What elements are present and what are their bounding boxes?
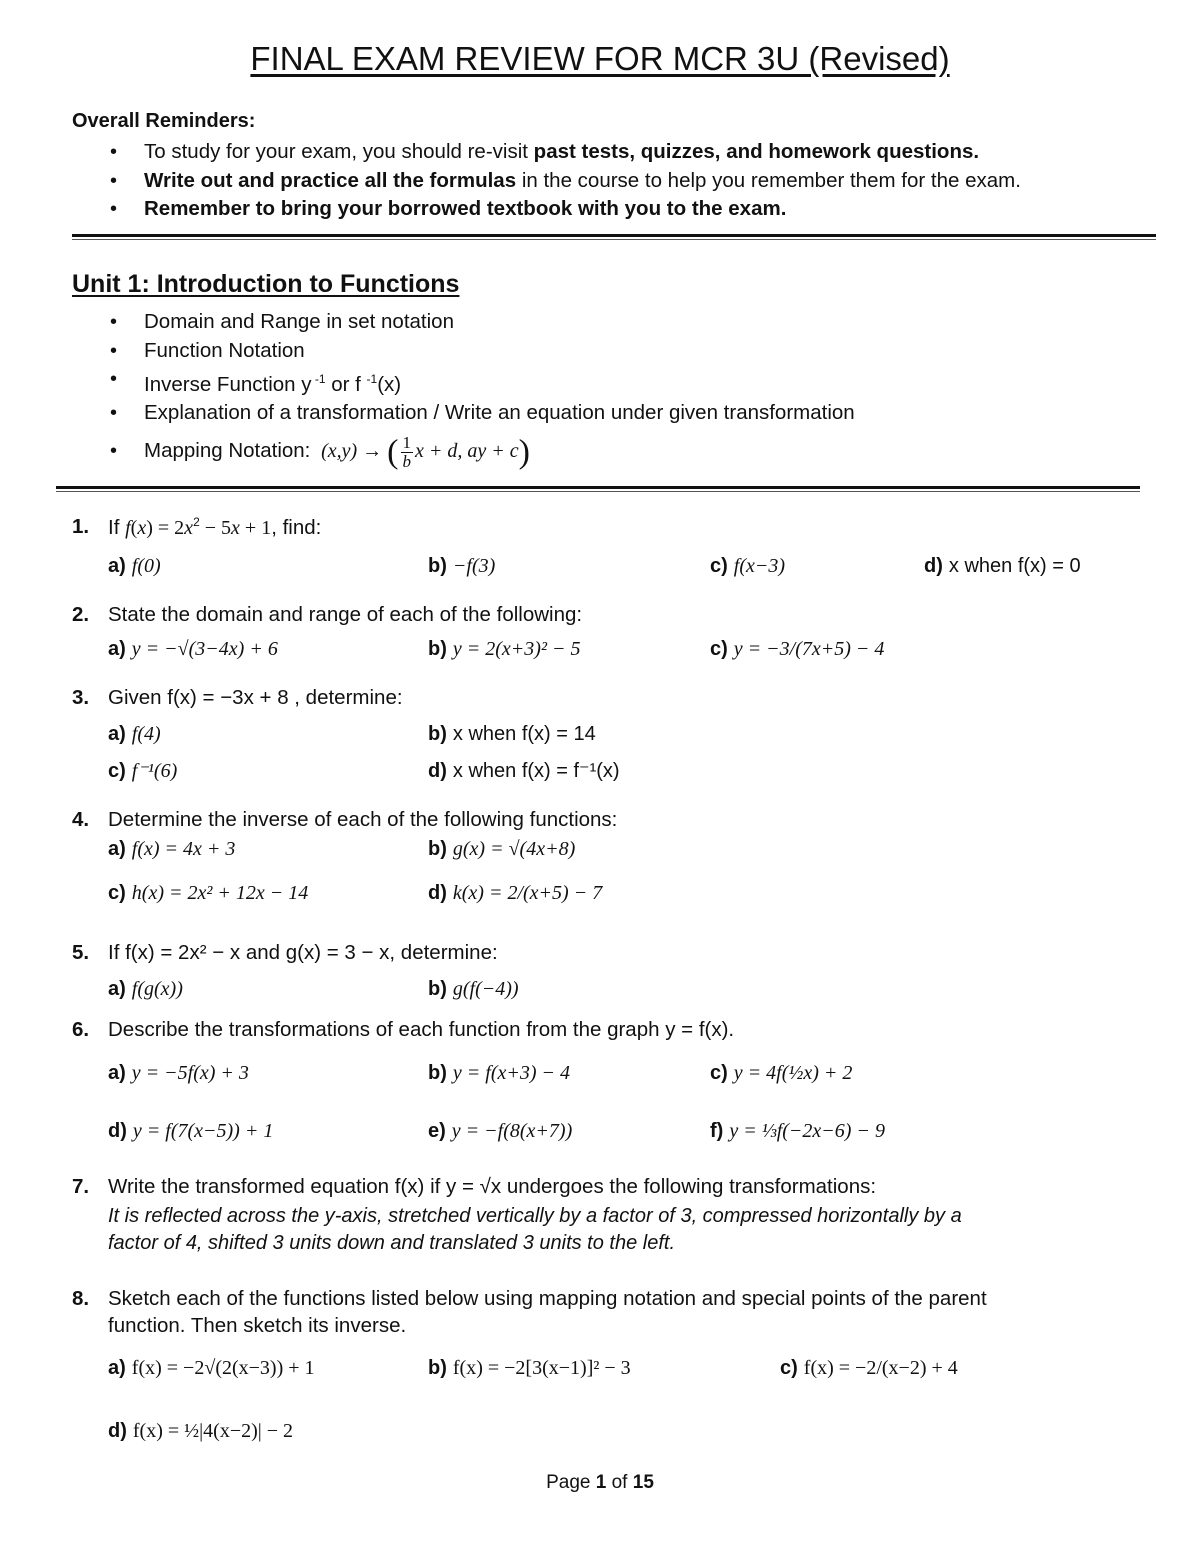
question-part: a) f(4): [108, 723, 161, 745]
mapping-notation-formula: (x,y) → ( $\frac{1}{b}$ x + d, ay + c): [316, 432, 530, 471]
topic-item: • Mapping Notation: (x,y) → ( $\frac{1}{b}$ x + d, ay + c): [108, 428, 855, 475]
question-part: c) h(x) = 2x² + 12x − 14: [108, 882, 309, 904]
reminder-item: • To study for your exam, you should re-visit past tests, quizzes, and homework questions.: [108, 138, 1021, 167]
question-number: 5.: [72, 941, 90, 964]
question-part: d) k(x) = 2/(x+5) − 7: [428, 882, 603, 904]
question-instructions: It is reflected across the y-axis, stretched vertically by a factor of 3, compressed horizontally by a: [108, 1205, 962, 1227]
section-divider: [56, 486, 1140, 492]
reminder-item: • Remember to bring your borrowed textbook with you to the exam.: [108, 195, 1021, 224]
question-text: If f(x) = 2x² − x and g(x) = 3 − x, determine:: [108, 941, 498, 964]
reminders-list: [108, 138, 1021, 224]
question-part: b) x when f(x) = 14: [428, 723, 596, 745]
question-number: 7.: [72, 1175, 90, 1198]
question-part: d) y = f(7(x−5)) + 1: [108, 1120, 274, 1142]
question-number: 1.: [72, 515, 90, 538]
topic-item: • Explanation of a transformation / Write an equation under given transformation: [108, 399, 855, 428]
question-part: a) y = −5f(x) + 3: [108, 1062, 249, 1084]
topic-item: • Function Notation: [108, 337, 855, 366]
topic-item: • Domain and Range in set notation: [108, 308, 855, 337]
topic-item: • Inverse Function y $^{-1}$ or f $^{-1}$(x): [108, 365, 855, 399]
question-number: 4.: [72, 808, 90, 831]
question-part: b) f(x) = −2[3(x−1)]² − 3: [428, 1357, 631, 1379]
question-instructions: factor of 4, shifted 3 units down and translated 3 units to the left.: [108, 1232, 676, 1254]
question-part: e) y = −f(8(x+7)): [428, 1120, 573, 1142]
question-part: a) f(x) = −2√(2(x−3)) + 1: [108, 1357, 315, 1379]
question-number: 8.: [72, 1287, 90, 1310]
question-part: c) y = 4f(½x) + 2: [710, 1062, 853, 1084]
question-number: 6.: [72, 1018, 90, 1041]
question-part: b) −f(3): [428, 555, 496, 577]
question-text: State the domain and range of each of the following:: [108, 603, 583, 626]
question-part: b) y = f(x+3) − 4: [428, 1062, 571, 1084]
question-part: a) f(x) = 4x + 3: [108, 838, 236, 860]
question-part: c) f(x) = −2/(x−2) + 4: [780, 1357, 958, 1379]
question-text: Determine the inverse of each of the following functions:: [108, 808, 618, 831]
question-part: b) g(f(−4)): [428, 978, 519, 1000]
question-text: Describe the transformations of each function from the graph y = f(x).: [108, 1018, 735, 1041]
unit-heading: Unit 1: Introduction to Functions: [72, 270, 460, 298]
unit-topics-list: [108, 308, 855, 475]
page-title: FINAL EXAM REVIEW FOR MCR 3U (Revised): [250, 40, 950, 77]
question-part: f) y = ⅓f(−2x−6) − 9: [710, 1120, 885, 1142]
reminders-heading: Overall Reminders:: [72, 110, 256, 132]
question-part: b) g(x) = √(4x+8): [428, 838, 576, 860]
question-part: d) f(x) = ½|4(x−2)| − 2: [108, 1420, 294, 1442]
question-part: c) y = −3/(7x+5) − 4: [710, 638, 885, 660]
question-text: function. Then sketch its inverse.: [108, 1314, 407, 1337]
page-footer: Page 1 of 15: [546, 1472, 654, 1493]
question-text: Given f(x) = −3x + 8 , determine:: [108, 686, 403, 709]
question-part: c) f⁻¹(6): [108, 760, 178, 782]
question-number: 2.: [72, 603, 90, 626]
question-text: Sketch each of the functions listed below using mapping notation and special points of the parent: [108, 1287, 987, 1310]
question-part: d) x when f(x) = f⁻¹(x): [428, 760, 620, 782]
question-part: a) f(g(x)): [108, 978, 183, 1000]
question-part: c) f(x−3): [710, 555, 786, 577]
question-text: If $f(x) = 2x^2 - 5x + 1$, find:: [108, 515, 322, 539]
question-part: a) y = −√(3−4x) + 6: [108, 638, 278, 660]
question-part: d) x when f(x) = 0: [924, 555, 1081, 577]
section-divider: [72, 234, 1156, 240]
reminder-item: • Write out and practice all the formulas in the course to help you remember them for the exam.: [108, 167, 1021, 196]
question-text: Write the transformed equation f(x) if y = √x undergoes the following transformations:: [108, 1175, 877, 1198]
question-part: b) y = 2(x+3)² − 5: [428, 638, 581, 660]
question-number: 3.: [72, 686, 90, 709]
question-part: a) f(0): [108, 555, 161, 577]
